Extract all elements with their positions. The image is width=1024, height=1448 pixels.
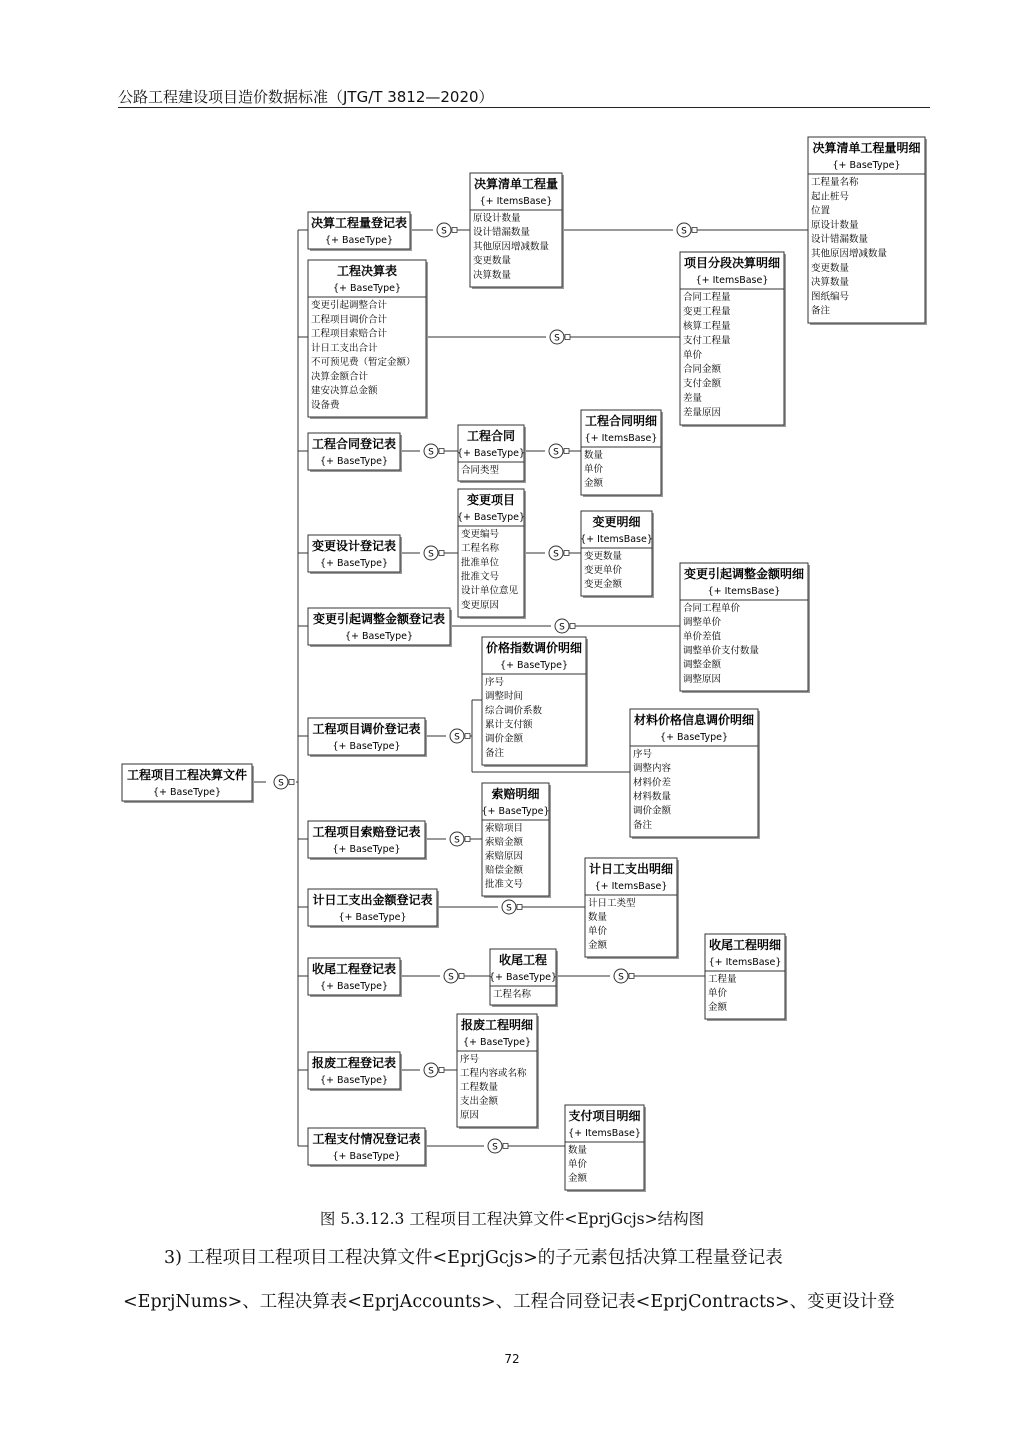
sequence-symbol-icon (424, 444, 444, 458)
box-field: 变更原因 (461, 599, 500, 611)
box-field: 计日工类型 (588, 898, 636, 909)
sequence-symbol-icon (424, 1063, 444, 1077)
box-type: {+ BaseType} (462, 1037, 532, 1048)
box-field: 变更数量 (473, 255, 512, 267)
box-field: 工程数量 (460, 1082, 499, 1093)
box-title: 变更项目 (466, 493, 516, 507)
running-header: 公路工程建设项目造价数据标准（JTG/T 3812—2020） (118, 88, 494, 106)
sequence-symbol-label: S (454, 835, 460, 846)
expand-square-icon (439, 551, 444, 556)
box-field: 备注 (485, 747, 505, 759)
box-field: 综合调价系数 (485, 705, 543, 717)
box-field: 材料价差 (633, 777, 672, 789)
box-title: 决算清单工程量 (473, 177, 559, 191)
page-number: 72 (504, 1352, 520, 1366)
box-field: 图纸编号 (811, 291, 850, 303)
box-field: 原设计数量 (473, 213, 521, 224)
sequence-symbol-label: S (428, 1066, 434, 1077)
box-field: 工程项目索赔合计 (311, 328, 388, 340)
box-title: 支付项目明细 (568, 1109, 641, 1123)
box-field: 调价金额 (633, 805, 672, 817)
box-title: 工程支付情况登记表 (312, 1132, 421, 1146)
box-type: {+ ItemsBase} (594, 881, 668, 892)
sequence-symbol-label: S (428, 549, 434, 560)
sequence-symbol-label: S (278, 778, 284, 789)
box-field: 合同工程量 (683, 292, 731, 303)
element-box-n1 (308, 212, 412, 251)
box-field: 金额 (568, 1173, 588, 1184)
sequence-symbol-icon (550, 330, 570, 344)
sequence-symbol-label: S (454, 732, 460, 743)
box-field: 变更编号 (461, 529, 500, 540)
expand-square-icon (459, 974, 464, 979)
box-title: 变更明细 (592, 515, 641, 529)
sequence-symbol-label: S (681, 226, 687, 237)
element-box-n5a (680, 563, 810, 693)
element-box-root (122, 764, 254, 803)
box-field: 其他原因增减数量 (811, 248, 888, 260)
expand-square-icon (629, 974, 634, 979)
box-type: {+ ItemsBase} (584, 433, 658, 444)
box-type: {+ ItemsBase} (568, 1128, 641, 1139)
sequence-symbol-label: S (618, 972, 624, 983)
box-field: 设计错漏数量 (473, 227, 531, 239)
expand-square-icon (564, 551, 569, 556)
element-box-n3 (308, 433, 402, 472)
box-type: {+ ItemsBase} (695, 275, 769, 286)
element-box-n2 (308, 260, 428, 419)
box-title: 报废工程登记表 (311, 1056, 397, 1070)
box-field: 合同金额 (683, 364, 722, 376)
box-field: 支付金额 (683, 378, 722, 390)
box-field: 合同工程单价 (683, 603, 741, 614)
box-type: {+ ItemsBase} (479, 196, 553, 207)
box-field: 批准单位 (461, 557, 500, 569)
box-type: {+ BaseType} (499, 660, 569, 671)
box-field: 单价差值 (683, 631, 722, 643)
element-box-n9a (489, 949, 558, 1007)
box-field: 备注 (633, 819, 653, 831)
box-field: 变更工程量 (683, 306, 731, 318)
box-title: 工程合同 (466, 429, 516, 443)
box-field: 其他原因增减数量 (473, 241, 550, 253)
box-title: 计日工支出明细 (588, 862, 674, 876)
sequence-symbol-icon (424, 546, 444, 560)
box-type: {+ BaseType} (332, 741, 401, 752)
body-paragraph-line-1: 3) 工程项目工程项目工程决算文件<EprjGcjs>的子元素包括决算工程量登记表 (164, 1248, 783, 1268)
box-title: 材料价格信息调价明细 (633, 713, 755, 727)
sequence-symbol-icon (549, 546, 569, 560)
sequence-symbol-label: S (428, 447, 434, 458)
box-field: 原因 (460, 1110, 480, 1121)
element-box-n6b (630, 709, 760, 839)
box-title: 变更引起调整金额登记表 (312, 612, 446, 626)
element-box-n7a (481, 783, 551, 898)
box-type: {+ BaseType} (332, 283, 402, 294)
box-field: 调整原因 (683, 673, 722, 685)
box-field: 计日工支出合计 (311, 342, 378, 354)
expand-square-icon (564, 449, 569, 454)
figure-caption: 图 5.3.12.3 工程项目工程决算文件<EprjGcjs>结构图 (319, 1210, 705, 1228)
box-title: 计日工支出金额登记表 (312, 893, 433, 907)
box-type: {+ BaseType} (344, 631, 414, 642)
element-box-n11a (565, 1105, 646, 1192)
box-field: 变更数量 (811, 262, 850, 274)
box-field: 单价 (568, 1159, 588, 1170)
box-field: 差量 (683, 393, 703, 405)
box-field: 工程名称 (493, 989, 532, 1000)
box-field: 序号 (485, 677, 505, 688)
box-field: 设计单位意见 (461, 585, 519, 597)
element-box-n10a (457, 1014, 539, 1129)
sequence-symbol-label: S (492, 1142, 498, 1153)
box-field: 变更单价 (584, 565, 623, 576)
box-field: 工程量 (708, 974, 737, 985)
box-title: 工程决算表 (336, 264, 398, 278)
box-field: 单价 (708, 988, 728, 999)
element-box-n11 (308, 1128, 427, 1167)
box-field: 序号 (633, 749, 653, 760)
box-field: 原设计数量 (811, 219, 859, 231)
expand-square-icon (565, 335, 570, 340)
element-box-n4b (580, 511, 654, 598)
expand-square-icon (517, 905, 522, 910)
box-field: 工程内容或名称 (460, 1068, 527, 1079)
box-field: 支出金额 (460, 1096, 499, 1107)
box-title: 收尾工程登记表 (311, 962, 397, 976)
box-title: 报废工程明细 (460, 1018, 534, 1032)
box-type: {+ BaseType} (832, 160, 901, 171)
sequence-symbol-label: S (553, 447, 559, 458)
box-field: 设备费 (311, 399, 340, 411)
element-box-n3a (457, 425, 526, 483)
box-field: 支付工程量 (683, 335, 731, 347)
box-field: 批准文号 (461, 571, 500, 583)
box-field: 变更金额 (584, 579, 623, 590)
sequence-symbol-icon (450, 729, 470, 743)
box-type: {+ BaseType} (319, 558, 389, 569)
box-field: 调整单价 (683, 617, 722, 629)
sequence-symbol-icon (555, 619, 575, 633)
box-field: 索赔金额 (485, 837, 524, 848)
sequence-symbol-label: S (554, 333, 560, 344)
element-box-n6 (308, 718, 427, 757)
box-field: 单价 (588, 926, 608, 937)
expand-square-icon (570, 624, 575, 629)
box-title: 工程合同登记表 (311, 437, 397, 451)
box-type: {+ BaseType} (659, 732, 729, 743)
box-type: {+ BaseType} (319, 456, 389, 467)
element-box-n8a (585, 858, 679, 959)
element-box-n6a (482, 637, 588, 767)
box-type: {+ BaseType} (324, 235, 394, 246)
box-field: 数量 (568, 1145, 588, 1156)
sequence-symbol-icon (450, 832, 470, 846)
box-field: 调价金额 (485, 733, 524, 745)
box-title: 价格指数调价明细 (485, 641, 583, 655)
sequence-symbol-icon (502, 900, 522, 914)
expand-square-icon (692, 228, 697, 233)
element-box-n5 (308, 608, 452, 647)
box-field: 金额 (584, 478, 604, 489)
box-field: 工程项目调价合计 (311, 314, 388, 326)
box-title: 收尾工程 (498, 953, 548, 967)
box-type: {+ BaseType} (319, 1075, 389, 1086)
element-box-n10 (308, 1052, 402, 1091)
box-field: 决算数量 (811, 277, 850, 289)
sequence-symbol-icon (444, 969, 464, 983)
box-type: {+ BaseType} (456, 448, 526, 459)
box-field: 核算工程量 (683, 320, 731, 332)
box-field: 设计错漏数量 (811, 234, 869, 246)
box-title: 工程项目索赔登记表 (312, 825, 421, 839)
sequence-symbol-label: S (448, 972, 454, 983)
box-field: 差量原因 (683, 407, 722, 419)
box-type: {+ BaseType} (338, 912, 407, 923)
sequence-symbol-label: S (553, 549, 559, 560)
element-box-n3b (581, 410, 663, 497)
box-field: 调整内容 (633, 763, 672, 775)
sequence-symbol-icon (274, 775, 294, 789)
expand-square-icon (452, 228, 457, 233)
element-box-n7 (308, 821, 427, 860)
box-title: 变更引起调整金额明细 (683, 567, 805, 581)
box-field: 序号 (460, 1054, 480, 1065)
body-paragraph-line-2: <EprjNums>、工程决算表<EprjAccounts>、工程合同登记表<EprjContracts>、变更设计登 (123, 1292, 895, 1312)
box-field: 起止桩号 (811, 191, 850, 203)
sequence-symbol-icon (677, 223, 697, 237)
sequence-symbol-label: S (506, 903, 512, 914)
box-field: 工程名称 (461, 543, 500, 555)
box-field: 不可预见费（暂定金额） (311, 357, 416, 368)
box-title: 工程项目调价登记表 (312, 722, 421, 736)
box-field: 备注 (811, 305, 831, 317)
box-field: 批准文号 (485, 879, 524, 890)
box-field: 变更引起调整合计 (311, 300, 388, 311)
box-title: 工程项目工程决算文件 (126, 768, 248, 782)
box-field: 合同类型 (461, 465, 500, 476)
box-title: 项目分段决算明细 (683, 256, 781, 270)
box-field: 建安决算总金额 (311, 385, 378, 397)
sequence-symbol-icon (488, 1139, 508, 1153)
box-field: 累计支付额 (485, 719, 533, 731)
box-field: 变更数量 (584, 551, 623, 562)
element-box-n4 (308, 535, 402, 574)
box-field: 调整单价支付数量 (683, 645, 760, 657)
box-title: 决算清单工程量明细 (812, 141, 921, 155)
expand-square-icon (465, 734, 470, 739)
expand-square-icon (465, 837, 470, 842)
element-box-n4a (457, 489, 526, 619)
box-type: {+ BaseType} (488, 972, 558, 983)
box-field: 工程量名称 (811, 177, 859, 188)
box-type: {+ BaseType} (456, 512, 526, 523)
sequence-symbol-label: S (559, 622, 565, 633)
box-type: {+ BaseType} (332, 1151, 401, 1162)
box-type: {+ BaseType} (152, 787, 222, 798)
sequence-symbol-icon (614, 969, 634, 983)
sequence-symbol-icon (437, 223, 457, 237)
box-field: 金额 (588, 940, 608, 951)
box-field: 数量 (588, 912, 608, 923)
expand-square-icon (439, 1068, 444, 1073)
box-type: {+ BaseType} (481, 806, 550, 817)
expand-square-icon (439, 449, 444, 454)
box-field: 单价 (683, 349, 703, 361)
box-type: {+ BaseType} (319, 981, 389, 992)
box-field: 位置 (811, 205, 831, 217)
sequence-symbol-label: S (441, 226, 447, 237)
element-box-n8 (308, 889, 439, 928)
box-title: 收尾工程明细 (708, 938, 782, 952)
box-field: 调整金额 (683, 659, 722, 671)
box-title: 索赔明细 (491, 787, 540, 801)
element-box-n2a (680, 252, 786, 427)
box-title: 变更设计登记表 (311, 539, 397, 553)
box-field: 索赔原因 (485, 851, 524, 862)
box-type: {+ ItemsBase} (708, 957, 782, 968)
element-box-n9 (308, 958, 402, 997)
box-title: 决算工程量登记表 (310, 216, 408, 230)
box-field: 赔偿金额 (485, 865, 524, 876)
box-type: {+ ItemsBase} (707, 586, 781, 597)
box-type: {+ BaseType} (332, 844, 401, 855)
box-field: 决算金额合计 (311, 371, 369, 383)
element-box-n1b (808, 137, 927, 325)
box-field: 材料数量 (633, 791, 672, 803)
box-type: {+ ItemsBase} (580, 534, 653, 545)
box-field: 调整时间 (485, 691, 524, 703)
box-field: 金额 (708, 1002, 728, 1013)
box-field: 数量 (584, 450, 604, 461)
box-title: 工程合同明细 (584, 414, 658, 428)
sequence-symbol-icon (549, 444, 569, 458)
expand-square-icon (503, 1144, 508, 1149)
box-field: 索赔项目 (485, 823, 524, 834)
box-field: 单价 (584, 464, 604, 475)
element-box-n1a (470, 173, 564, 289)
expand-square-icon (289, 780, 294, 785)
element-box-n9b (705, 934, 787, 1021)
box-field: 决算数量 (473, 269, 512, 281)
